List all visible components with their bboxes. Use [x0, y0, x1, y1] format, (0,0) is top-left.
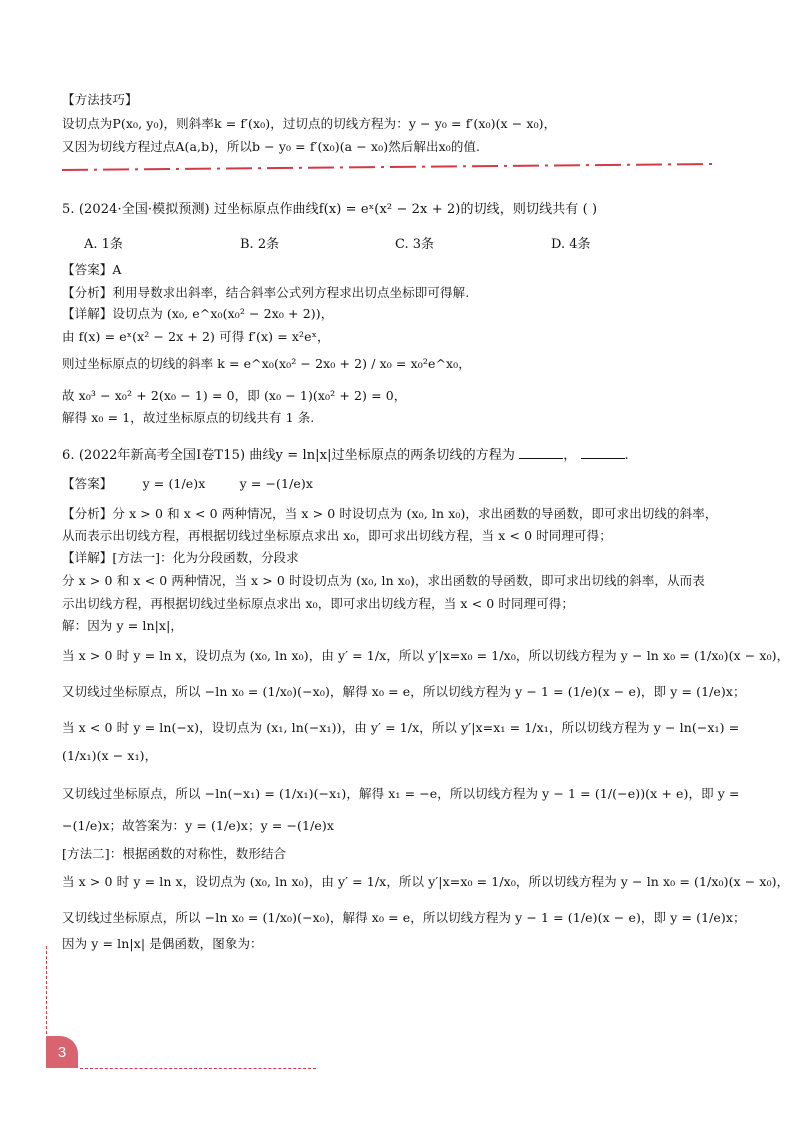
question-5-stem: 5. (2024·全国·模拟预测) 过坐标原点作曲线f(x) = eˣ(x² − 2x + 2)的切线，则切线共有 ( )	[62, 202, 598, 217]
question-5-option-b: B. 2条	[240, 237, 280, 252]
method-2-line: 因为 y = ln|x| 是偶函数，图象为：	[62, 936, 263, 951]
question-6-analysis-line: 从而表示出切线方程，再根据切线过坐标原点求出 x₀，即可求出切线方程，当 x < 0 时同理可得；	[62, 528, 612, 543]
method-1-line: (1/x₁)(x − x₁)，	[62, 748, 158, 763]
method-tips-line-2: 又因为切线方程过点A(a,b)，所以b − y₀ = f′(x₀)(a − x₀)然后解出x₀的值.	[62, 139, 481, 154]
method-1-line: −(1/e)x；故答案为：y = (1/e)x；y = −(1/e)x	[62, 818, 335, 833]
answer-value-2: y = −(1/e)x	[239, 476, 313, 491]
method-1-line: 当 x < 0 时 y = ln(−x)，设切点为 (x₁, ln(−x₁))，由 y′ = 1/x，所以 y′|x=x₁ = 1/x₁，所以切线方程为 y − ln(−x₁) =	[62, 720, 740, 735]
stem-end: .	[624, 448, 629, 463]
question-6-stem	[62, 446, 762, 464]
answer-blank-2[interactable]	[581, 446, 625, 459]
method-2-line: 又切线过坐标原点，所以 −ln x₀ = (1/x₀)(−x₀)，解得 x₀ = e，所以切线方程为 y − 1 = (1/e)(x − e)，即 y = (1/e)x；	[62, 910, 746, 925]
question-6-analysis-line: 【分析】分 x > 0 和 x < 0 两种情况，当 x > 0 时设切点为 (x₀, ln x₀)，求出函数的导函数，即可求出切线的斜率，	[62, 506, 718, 521]
question-5-option-a: A. 1条	[84, 237, 123, 252]
page-number-badge: 3	[46, 1036, 78, 1068]
question-6-stem-text: 6. (2022年新高考全国Ⅰ卷T15) 曲线y = ln|x|过坐标原点的两条切线的方程为	[62, 448, 515, 463]
stem-separator: ，	[563, 448, 577, 463]
method-2-title: [方法二]：根据函数的对称性，数形结合	[62, 846, 287, 861]
method-tips-title: 【方法技巧】	[62, 92, 138, 107]
method-1-line: 又切线过坐标原点，所以 −ln x₀ = (1/x₀)(−x₀)，解得 x₀ = e，所以切线方程为 y − 1 = (1/e)(x − e)，即 y = (1/e)x；	[62, 684, 746, 699]
method-2-line: 当 x > 0 时 y = ln x，设切点为 (x₀, ln x₀)，由 y′ = 1/x，所以 y′|x=x₀ = 1/x₀，所以切线方程为 y − ln x₀ = (1/x₀)(x − x₀)，	[62, 874, 790, 889]
question-6-answer	[62, 476, 762, 492]
method-1-title: 【详解】[方法一]：化为分段函数，分段求	[62, 550, 299, 565]
question-5-option-c: C. 3条	[395, 237, 435, 252]
question-5-detail-line: 则过坐标原点的切线的斜率 k = e^x₀(x₀² − 2x₀ + 2) / x₀ = x₀²e^x₀，	[62, 356, 471, 371]
answer-label: 【答案】	[62, 476, 113, 491]
method-1-line: 解：因为 y = ln|x|，	[62, 618, 183, 633]
question-5-detail-line: 故 x₀³ − x₀² + 2(x₀ − 1) = 0，即 (x₀ − 1)(x₀² + 2) = 0，	[62, 388, 407, 403]
question-5-detail-line: 由 f(x) = eˣ(x² − 2x + 2) 可得 f′(x) = x²eˣ，	[62, 329, 330, 344]
question-5-detail-line: 【详解】设切点为 (x₀, e^x₀(x₀² − 2x₀ + 2))，	[62, 306, 334, 321]
answer-blank-1[interactable]	[519, 446, 563, 459]
method-tips-line-1: 设切点为P(x₀, y₀)，则斜率k = f′(x₀)，过切点的切线方程为：y − y₀ = f′(x₀)(x − x₀)，	[62, 116, 557, 131]
question-5-answer: 【答案】A	[62, 262, 122, 277]
dash-dot-divider	[62, 160, 714, 174]
question-5-option-d: D. 4条	[551, 237, 591, 252]
method-1-line: 当 x > 0 时 y = ln x，设切点为 (x₀, ln x₀)，由 y′ = 1/x，所以 y′|x=x₀ = 1/x₀，所以切线方程为 y − ln x₀ = (1/x₀)(x − x₀)，	[62, 648, 790, 663]
method-1-line: 又切线过坐标原点，所以 −ln(−x₁) = (1/x₁)(−x₁)，解得 x₁ = −e，所以切线方程为 y − 1 = (1/(−e))(x + e)，即 y =	[62, 786, 740, 801]
question-5-analysis: 【分析】利用导数求出斜率，结合斜率公式列方程求出切点坐标即可得解.	[62, 285, 470, 300]
method-1-line: 示出切线方程，再根据切线过坐标原点求出 x₀，即可求出切线方程，当 x < 0 时同理可得；	[62, 596, 575, 611]
method-1-line: 分 x > 0 和 x < 0 两种情况，当 x > 0 时设切点为 (x₀, ln x₀)，求出函数的导函数，即可求出切线的斜率，从而表	[62, 573, 705, 588]
question-5-detail-line: 解得 x₀ = 1，故过坐标原点的切线共有 1 条.	[62, 410, 315, 425]
corner-dashed-horizontal	[80, 1068, 316, 1069]
answer-value-1: y = (1/e)x	[142, 476, 206, 491]
